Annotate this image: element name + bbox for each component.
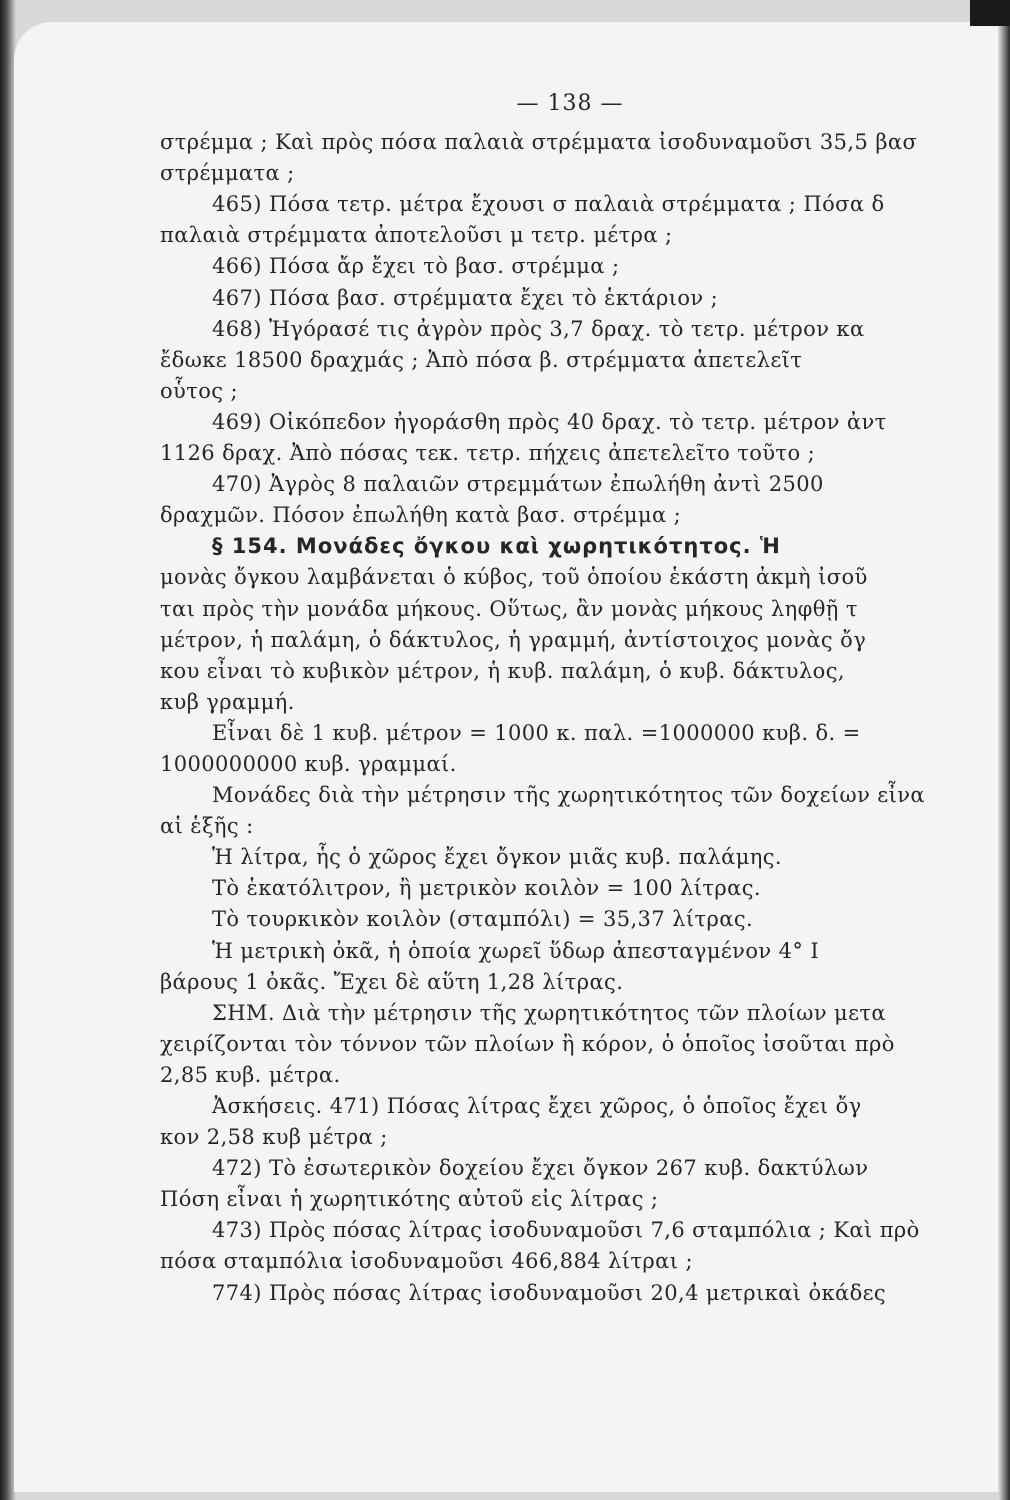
text-line: βάρους 1 ὀκᾶς. Ἔχει δὲ αὕτη 1,28 λίτρας. xyxy=(160,969,624,994)
text-line: κου εἶναι τὸ κυβικὸν μέτρον, ἡ κυβ. παλάμη, ὁ κυβ. δάκτυλος, xyxy=(160,658,845,683)
text-line: Ἡ λίτρα, ἧς ὁ χῶρος ἔχει ὄγκον μιᾶς κυβ. παλάμης. xyxy=(212,845,782,870)
scan-corner xyxy=(970,0,1010,26)
page-edge-shadow xyxy=(998,0,1010,1500)
text-line: Πόση εἶναι ἡ χωρητικότης αὐτοῦ εἰς λίτρας ; xyxy=(160,1187,659,1212)
text-line: 1126 δραχ. Ἀπὸ πόσας τεκ. τετρ. πήχεις ἀπετελεῖτο τοῦτο ; xyxy=(160,441,816,466)
book-page xyxy=(14,22,998,1492)
section-heading: § 154. Μονάδες ὄγκου καὶ χωρητικότητος. Ἡ xyxy=(212,534,781,559)
text-line: 472) Τὸ ἐσωτερικὸν δοχείου ἔχει ὄγκον 267 κυβ. δακτύλων xyxy=(212,1156,869,1181)
text-line: μονὰς ὄγκου λαμβάνεται ὁ κύβος, τοῦ ὁποίου ἑκάστη ἀκμὴ ἰσοῦ xyxy=(160,565,868,590)
text-line: 467) Πόσα βασ. στρέμματα ἔχει τὸ ἑκτάριον ; xyxy=(212,285,719,310)
text-line: παλαιὰ στρέμματα ἀποτελοῦσι μ τετρ. μέτρα ; xyxy=(160,223,673,248)
text-line: Ἡ μετρικὴ ὀκᾶ, ἡ ὁποία χωρεῖ ὕδωρ ἀπεσταγμένον 4° Ι xyxy=(212,938,820,963)
text-line: 469) Οἰκόπεδον ἠγοράσθη πρὸς 40 δραχ. τὸ τετρ. μέτρον ἀντ xyxy=(212,409,887,434)
text-line: μέτρον, ἡ παλάμη, ὁ δάκτυλος, ἡ γραμμή, ἀντίστοιχος μονὰς ὄγ xyxy=(160,627,867,652)
text-line: Τὸ ἑκατόλιτρον, ἢ μετρικὸν κοιλὸν = 100 λίτρας. xyxy=(212,876,761,901)
text-line: Τὸ τουρκικὸν κοιλὸν (σταμπόλι) = 35,37 λίτρας. xyxy=(212,907,754,932)
text-line: 1000000000 κυβ. γραμμαί. xyxy=(160,751,457,776)
text-line: 774) Πρὸς πόσας λίτρας ἰσοδυναμοῦσι 20,4 μετρικαὶ ὀκάδες xyxy=(212,1280,887,1305)
text-line: ται πρὸς τὴν μονάδα μήκους. Οὕτως, ἂν μονὰς μήκους ληφθῇ τ xyxy=(160,596,858,621)
text-line: 465) Πόσα τετρ. μέτρα ἔχουσι σ παλαιὰ στρέμματα ; Πόσα δ xyxy=(212,192,885,217)
text-line: αἱ ἑξῆς : xyxy=(160,814,254,839)
text-line: ΣΗΜ. Διὰ τὴν μέτρησιν τῆς χωρητικότητος τῶν πλοίων μετα xyxy=(212,1000,886,1025)
text-line: 470) Ἀγρὸς 8 παλαιῶν στρεμμάτων ἐπωλήθη ἀντὶ 2500 xyxy=(212,472,824,497)
text-line: κυβ γραμμή. xyxy=(160,689,295,714)
page-number: — 138 — xyxy=(516,91,624,116)
text-line: οὗτος ; xyxy=(160,378,238,403)
text-line: ἔδωκε 18500 δραχμάς ; Ἀπὸ πόσα β. στρέμματα ἀπετελεῖτ xyxy=(160,347,803,372)
text-line: πόσα σταμπόλια ἰσοδυναμοῦσι 466,884 λίτραι ; xyxy=(160,1249,693,1274)
text-line: 2,85 κυβ. μέτρα. xyxy=(160,1062,341,1087)
text-block xyxy=(160,127,998,1309)
text-line: στρέμματα ; xyxy=(160,161,295,186)
text-line: δραχμῶν. Πόσον ἐπωλήθη κατὰ βασ. στρέμμα ; xyxy=(160,503,682,528)
text-line: Ἀσκήσεις. 471) Πόσας λίτρας ἔχει χῶρος, ὁ ὁποῖος ἔχει ὄγ xyxy=(212,1094,862,1118)
page-content xyxy=(160,88,998,1309)
text-line: 466) Πόσα ἄρ ἔχει τὸ βασ. στρέμμα ; xyxy=(212,254,620,279)
text-line: 473) Πρὸς πόσας λίτρας ἰσοδυναμοῦσι 7,6 σταμπόλια ; Καὶ πρὸ xyxy=(212,1218,920,1243)
text-line: Μονάδες διὰ τὴν μέτρησιν τῆς χωρητικότητος τῶν δοχείων εἶνα xyxy=(212,783,925,808)
text-line: 468) Ἠγόρασέ τις ἀγρὸν πρὸς 3,7 δραχ. τὸ τετρ. μέτρον κα xyxy=(212,316,865,341)
text-line: στρέμμα ; Καὶ πρὸς πόσα παλαιὰ στρέμματα ἰσοδυναμοῦσι 35,5 βασ xyxy=(160,130,918,155)
text-line: κον 2,58 κυβ μέτρα ; xyxy=(160,1125,388,1150)
text-line: χειρίζονται τὸν τόννον τῶν πλοίων ἢ κόρον, ὁ ὁποῖος ἰσοῦται πρὸ xyxy=(160,1031,895,1056)
text-line: Εἶναι δὲ 1 κυβ. μέτρον = 1000 κ. παλ. =1000000 κυβ. δ. = xyxy=(212,720,861,745)
